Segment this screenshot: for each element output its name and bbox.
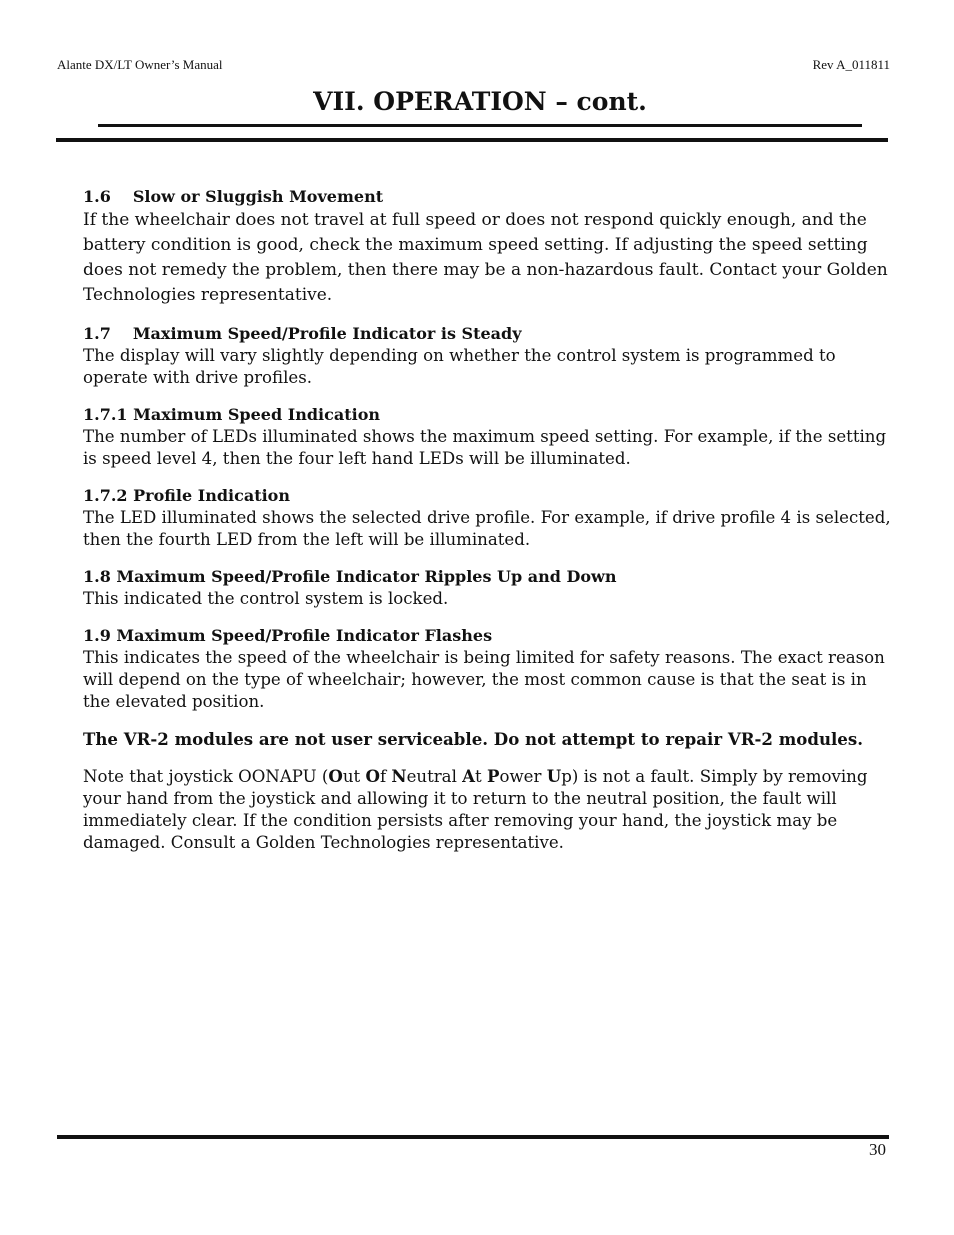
section-number: 1.6 [83, 187, 111, 206]
section-body-1-6: If the wheelchair does not travel at full speed or does not respond quickly enough, and the battery condition is good, check the maximum speed setting. If adjusting the speed setting does not remedy the problem, then there may be a non-hazardous fault. Contact your Golden Technologies representative. [83, 210, 888, 305]
section-title: Maximum Speed/Profile Indicator is Steady [132, 324, 522, 343]
section-body-1-7-1: The number of LEDs illuminated shows the maximum speed setting. For example, if the setting is speed level 4, then the four left hand LEDs will be illuminated. [83, 427, 887, 468]
section-heading-1-8: 1.8 Maximum Speed/Profile Indicator Ripples Up and Down [83, 567, 617, 586]
section-number: 1.7 [83, 324, 111, 343]
section-heading-1-6 [83, 186, 898, 208]
section-heading-1-7-1: 1.7.1 Maximum Speed Indication [83, 405, 380, 424]
section-body-1-9: This indicates the speed of the wheelchair is being limited for safety reasons. The exact reason will depend on the type of wheelchair; however, the most common cause is that the seat is in the elevated position. [83, 648, 885, 711]
header-divider [56, 138, 888, 142]
section-title: Slow or Sluggish Movement [132, 187, 384, 206]
section-body-1-7: The display will vary slightly depending on whether the control system is programmed to operate with drive profiles. [83, 346, 836, 387]
revision-label: Rev A_011811 [812, 57, 890, 72]
chapter-title: VII. OPERATION – cont. [313, 87, 647, 116]
page-content [83, 186, 898, 854]
section-heading-1-7-2: 1.7.2 Profile Indication [83, 486, 290, 505]
title-underline [98, 124, 862, 127]
section-body-1-8: This indicated the control system is locked. [83, 589, 449, 608]
manual-title: Alante DX/LT Owner’s Manual [57, 57, 223, 72]
page-number: 30 [869, 1140, 886, 1159]
section-body-1-7-2: The LED illuminated shows the selected drive profile. For example, if drive profile 4 is selected, then the fourth LED from the left will be illuminated. [83, 508, 891, 549]
footer-divider [57, 1135, 889, 1139]
oonapu-note: Note that joystick OONAPU (Out Of Neutral At Power Up) is not a fault. Simply by removing your hand from the joystick and allowing it to return to the neutral position, the fault will immediately clear. If the condition persists after removing your hand, the joystick may be damaged. Consult a Golden Technologies representative. [83, 766, 868, 852]
serviceability-warning: The VR-2 modules are not user serviceable. Do not attempt to repair VR-2 modules. [83, 729, 863, 749]
section-heading-1-7 [83, 323, 898, 345]
section-heading-1-9: 1.9 Maximum Speed/Profile Indicator Flashes [83, 626, 493, 645]
